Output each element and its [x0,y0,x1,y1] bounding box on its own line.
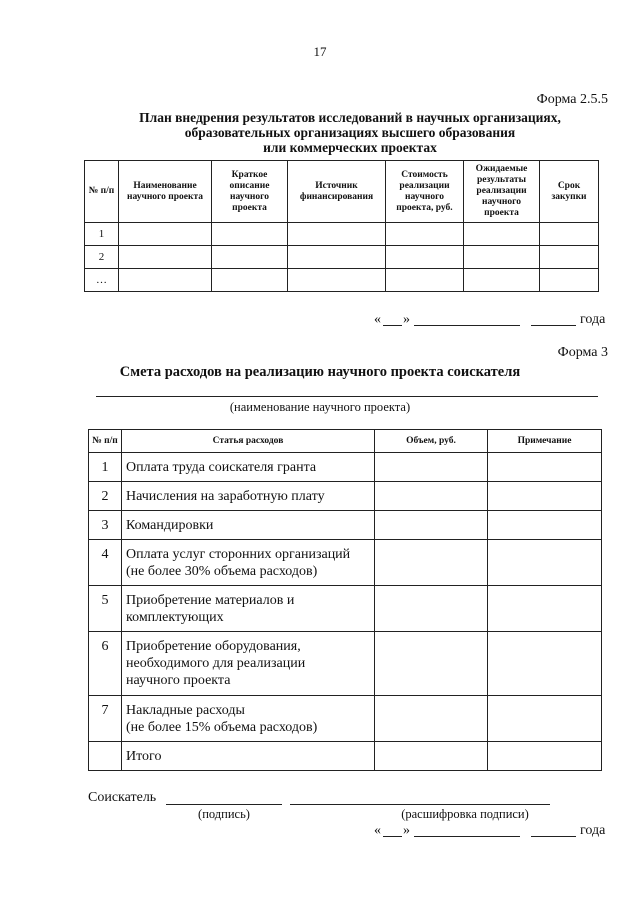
table-row [89,482,602,511]
empty-cell[interactable] [119,246,212,269]
empty-cell[interactable] [386,246,464,269]
note-cell[interactable] [488,511,602,540]
note-cell[interactable] [488,632,602,696]
empty-cell[interactable] [540,246,599,269]
form1-title-line: образовательных организациях высшего образования [184,125,516,140]
amount-cell[interactable] [375,586,488,632]
form2-label: Форма 3 [557,345,608,360]
empty-cell[interactable] [288,269,386,292]
year-blank[interactable] [531,325,576,326]
col-header: Наименование научного проекта [119,161,212,223]
table-row [85,223,599,246]
expense-item: Приобретение оборудования, необходимого для реализации научного проекта [122,632,375,696]
amount-cell[interactable] [375,696,488,742]
note-cell[interactable] [488,482,602,511]
col-header: Ожидаемые результаты реализации научного проекта [464,161,540,223]
name-decode-blank[interactable] [290,804,550,805]
year-label: года [580,823,606,838]
note-cell[interactable] [488,540,602,586]
col-header: Статья расходов [122,430,375,453]
page-number: 17 [313,44,327,59]
year-label: года [580,312,606,327]
table-header-row [85,161,599,223]
signature-blank[interactable] [166,804,282,805]
expense-item: Оплата услуг сторонних организаций (не более 30% объема расходов) [122,540,375,586]
project-name-caption: (наименование научного проекта) [229,400,411,414]
table-row [85,246,599,269]
form2-title: Смета расходов на реализацию научного проекта соискателя [119,364,521,380]
note-cell[interactable] [488,586,602,632]
budget-table [88,429,602,771]
col-header: Источник финансирования [288,161,386,223]
expense-item: Начисления на заработную плату [122,482,375,511]
row-number: 3 [89,511,122,540]
note-cell[interactable] [488,696,602,742]
empty-cell[interactable] [288,223,386,246]
note-cell[interactable] [488,453,602,482]
amount-cell[interactable] [375,511,488,540]
empty-cell[interactable] [464,269,540,292]
form1-label: Форма 2.5.5 [536,92,608,107]
open-quote: « [374,312,381,327]
row-number: 1 [89,453,122,482]
amount-cell[interactable] [375,540,488,586]
empty-cell[interactable] [386,223,464,246]
table-row [85,269,599,292]
row-number: 5 [89,586,122,632]
row-number: 7 [89,696,122,742]
empty-cell[interactable] [464,246,540,269]
close-quote: » [403,823,410,838]
row-number: 6 [89,632,122,696]
table-row-total [89,742,602,771]
amount-cell[interactable] [375,742,488,771]
col-header: Срок закупки [540,161,599,223]
year-blank[interactable] [531,836,576,837]
row-number: … [85,269,119,292]
row-number: 2 [89,482,122,511]
total-label: Итого [122,742,375,771]
empty-cell[interactable] [212,269,288,292]
table-row [89,586,602,632]
form1-title [60,110,640,155]
col-header: Объем, руб. [375,430,488,453]
amount-cell[interactable] [375,632,488,696]
form1-title-line: План внедрения результатов исследований в научных организациях, [139,110,561,125]
signature-caption: (подпись) [198,807,250,821]
project-name-blank[interactable] [96,396,598,397]
note-cell[interactable] [488,742,602,771]
applicant-label: Соискатель [88,790,157,805]
table-row [89,632,602,696]
row-number: 2 [85,246,119,269]
close-quote: » [403,312,410,327]
open-quote: « [374,823,381,838]
row-number: 1 [85,223,119,246]
table-row [89,696,602,742]
empty-cell[interactable] [464,223,540,246]
col-header: Краткое описание научного проекта [212,161,288,223]
form1-title-line: или коммерческих проектах [263,140,437,155]
row-number [89,742,122,771]
col-header: № п/п [85,161,119,223]
col-header: Стоимость реализации научного проекта, руб. [386,161,464,223]
day-blank[interactable] [383,836,402,837]
amount-cell[interactable] [375,482,488,511]
expense-item: Приобретение материалов и комплектующих [122,586,375,632]
empty-cell[interactable] [212,223,288,246]
row-number: 4 [89,540,122,586]
table-row [89,540,602,586]
expense-item: Оплата труда соискателя гранта [122,453,375,482]
expense-item: Накладные расходы (не более 15% объема расходов) [122,696,375,742]
implementation-plan-table [84,160,599,292]
month-blank[interactable] [414,836,520,837]
empty-cell[interactable] [119,223,212,246]
table-row [89,511,602,540]
empty-cell[interactable] [288,246,386,269]
col-header: № п/п [89,430,122,453]
decode-caption: (расшифровка подписи) [401,807,529,821]
empty-cell[interactable] [386,269,464,292]
expense-item: Командировки [122,511,375,540]
empty-cell[interactable] [540,223,599,246]
empty-cell[interactable] [540,269,599,292]
day-blank[interactable] [383,325,402,326]
empty-cell[interactable] [212,246,288,269]
amount-cell[interactable] [375,453,488,482]
col-header: Примечание [488,430,602,453]
table-header-row [89,430,602,453]
empty-cell[interactable] [119,269,212,292]
month-blank[interactable] [414,325,520,326]
table-row [89,453,602,482]
